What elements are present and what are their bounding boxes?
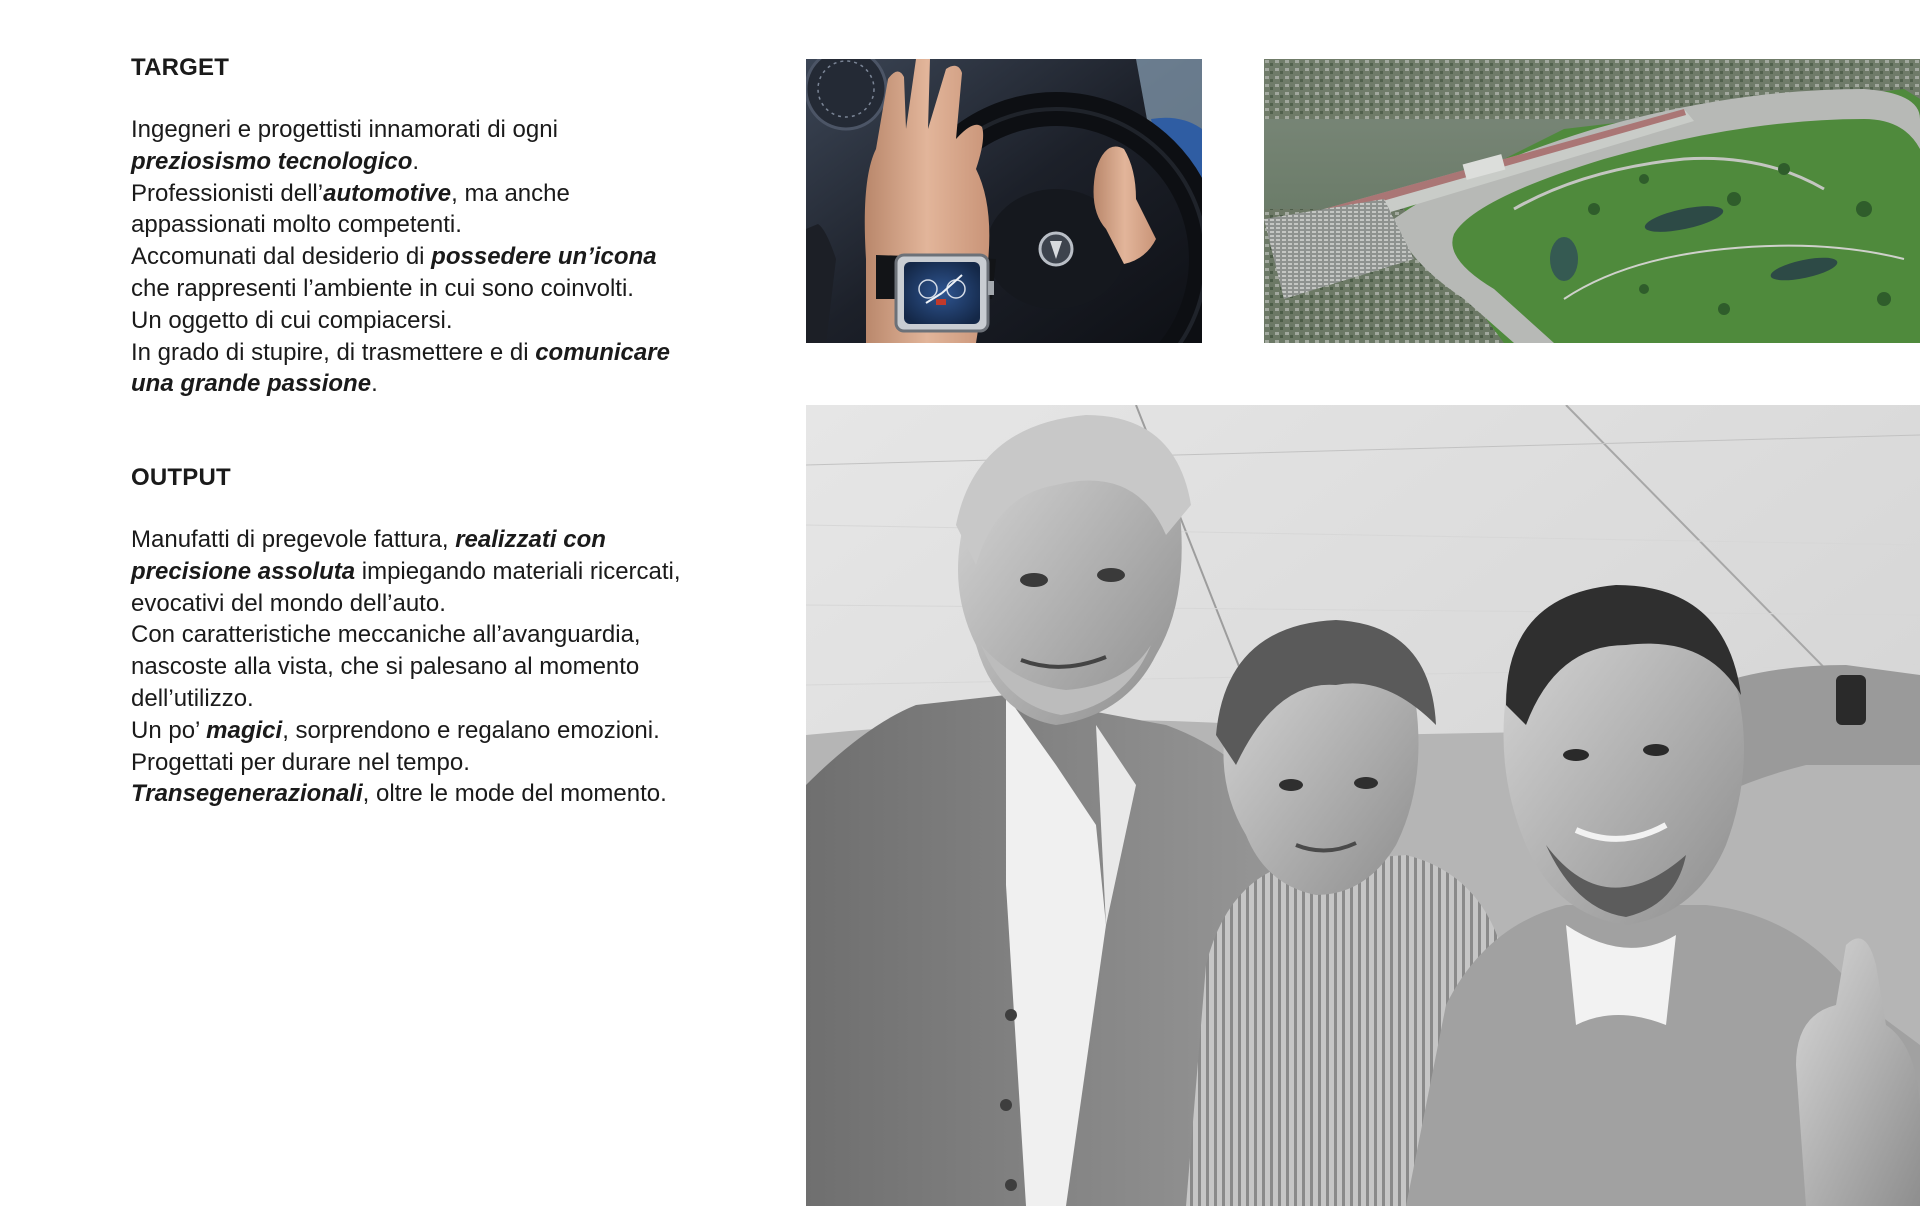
text-line [131,556,681,588]
text-line [131,715,681,747]
body-text: Professionisti dell’ [131,179,324,207]
body-text: . [371,370,378,398]
body-text: Accomunati dal desiderio di [131,243,432,271]
text-line [131,747,681,779]
body-text: evocativi del mondo dell’auto. [131,589,446,617]
body-text: , ma anche [451,179,570,207]
text-column [131,52,731,808]
body-text: Con caratteristiche meccaniche all’avanguardia, [131,621,641,649]
text-line [131,209,731,241]
target-section [131,52,731,400]
target-heading: TARGET [131,54,230,81]
text-line [131,524,681,556]
emphasis-text: possedere un’icona [431,243,657,271]
emphasis-text: automotive [323,179,452,207]
output-section [131,462,681,810]
body-text: Un po’ [131,716,207,744]
text-line [131,178,731,210]
emphasis-text: magici [206,716,283,744]
text-line [131,588,681,620]
text-line [131,683,681,715]
text-line [131,778,681,810]
emphasis-text: preziosismo tecnologico [131,147,413,175]
output-body [131,524,681,810]
text-line [131,368,731,400]
emphasis-text: una grande passione [131,370,372,398]
body-text: , sorprendono e regalano emozioni. [282,716,660,744]
body-text: , oltre le mode del momento. [362,780,667,808]
text-line [131,273,731,305]
body-text: nascoste alla vista, che si palesano al momento [131,653,640,681]
output-heading: OUTPUT [131,464,231,491]
text-line [131,651,681,683]
body-text: che rappresenti l’ambiente in cui sono coinvolti. [131,274,634,302]
emphasis-text: Transegenerazionali [131,780,363,808]
aerial-racetrack-photo [1264,59,1920,343]
text-line [131,619,681,651]
text-line [131,114,731,146]
body-text: impiegando materiali ricercati, [355,557,681,585]
emphasis-text: precisione assoluta [131,557,356,585]
emphasis-text: realizzati con [455,526,606,553]
wristwatch-steering-wheel-photo [806,59,1202,343]
text-line [131,337,731,369]
text-line [131,146,731,178]
three-generations-portrait-photo [806,405,1920,1206]
body-text: appassionati molto competenti. [131,211,462,239]
body-text: . [412,147,420,175]
target-body [131,114,731,400]
body-text: Progettati per durare nel tempo. [131,748,470,776]
text-line [131,241,731,273]
body-text: In grado di stupire, di trasmettere e di [131,338,536,366]
body-text: Un oggetto di cui compiacersi. [131,306,453,334]
body-text: Manufatti di pregevole fattura, [131,526,456,553]
emphasis-text: comunicare [535,338,670,366]
text-line [131,305,731,337]
body-text: dell’utilizzo. [131,684,254,712]
body-text: Ingegneri e progettisti innamorati di ogni [131,116,558,143]
